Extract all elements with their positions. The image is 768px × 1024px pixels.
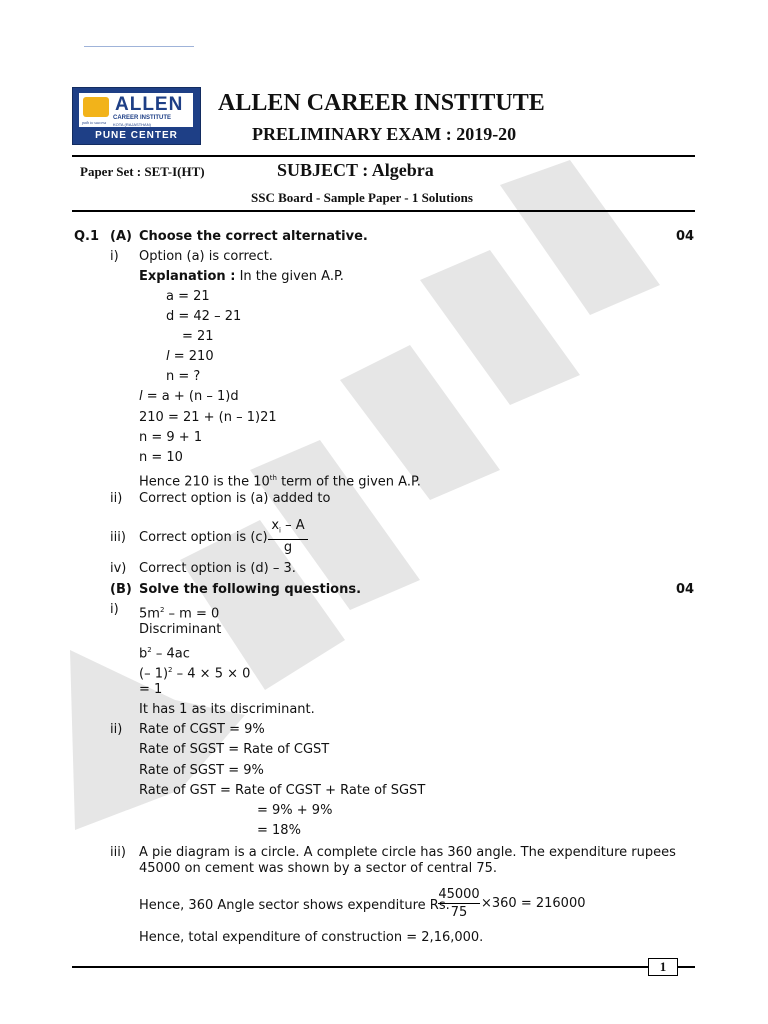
explanation-text: In the given A.P. bbox=[239, 269, 344, 284]
header-divider-bottom bbox=[72, 210, 695, 212]
calc-line: Discriminant bbox=[139, 622, 222, 637]
hence-line: Hence 210 is the 10th term of the given A.P. bbox=[139, 474, 421, 490]
calc-line-formula: l = a + (n – 1)d bbox=[139, 389, 239, 404]
subject-title: SUBJECT : Algebra bbox=[277, 160, 434, 180]
header-divider-top bbox=[72, 155, 695, 157]
calc-line: Rate of CGST = 9% bbox=[139, 722, 265, 737]
logo-tagline: path to success bbox=[82, 120, 107, 125]
equation-line: $5m^2 - m = 0$ bbox=[139, 606, 220, 622]
answer-text: Option (a) is correct. bbox=[139, 249, 273, 264]
fraction-denominator: g bbox=[283, 539, 293, 555]
calc-line: 210 = 21 + (n – 1)21 bbox=[139, 410, 277, 425]
explanation-line bbox=[139, 269, 344, 285]
calc-line: It has 1 as its discriminant. bbox=[139, 702, 315, 717]
institute-title: ALLEN CAREER INSTITUTE bbox=[218, 90, 545, 116]
item-label: i) bbox=[110, 602, 119, 617]
part-a-title: Choose the correct alternative. bbox=[139, 229, 368, 244]
question-number: Q.1 bbox=[74, 229, 100, 244]
calc-line: $b^2 - 4ac$ bbox=[139, 646, 190, 662]
calc-line: d = 42 – 21 bbox=[166, 309, 242, 324]
total-line: Hence, total expenditure of construction = 2,16,000. bbox=[139, 930, 484, 945]
page-number: 1 bbox=[648, 958, 678, 976]
fraction-xi-a-g bbox=[268, 518, 308, 556]
item-label: i) bbox=[110, 249, 119, 264]
item-label: iii) bbox=[110, 530, 126, 545]
answer-text: Correct option is (a) added to bbox=[139, 491, 331, 506]
answer-text: Correct option is (d) – 3. bbox=[139, 561, 296, 576]
fraction-denominator: 75 bbox=[450, 905, 468, 920]
exam-title: PRELIMINARY EXAM : 2019-20 bbox=[252, 124, 517, 144]
footer-divider bbox=[72, 966, 695, 968]
logo-location: KOTA (RAJASTHAN) bbox=[113, 122, 151, 127]
l-symbol: l bbox=[166, 349, 170, 364]
fraction-45000-75 bbox=[438, 887, 480, 922]
calc-line-l: l = 210 bbox=[166, 349, 214, 364]
result-text: ×360 = 216000 bbox=[481, 896, 586, 911]
paragraph-line: A pie diagram is a circle. A complete circle has 360 angle. The expenditure rupees bbox=[139, 845, 676, 860]
part-b-marks: 04 bbox=[676, 582, 695, 597]
item-label: iv) bbox=[110, 561, 127, 576]
explanation-label: Explanation : bbox=[139, 269, 236, 284]
answer-text: Correct option is (c) bbox=[139, 530, 268, 545]
part-a-label: (A) bbox=[110, 229, 132, 244]
calc-line: n = ? bbox=[166, 369, 201, 384]
item-label: ii) bbox=[110, 722, 123, 737]
paper-set: Paper Set : SET-I(HT) bbox=[80, 164, 205, 179]
logo-brand: ALLEN bbox=[115, 94, 184, 115]
calc-line: Rate of SGST = Rate of CGST bbox=[139, 742, 330, 757]
calc-line: = 1 bbox=[139, 682, 163, 697]
calc-line: n = 9 + 1 bbox=[139, 430, 203, 445]
calc-line: n = 10 bbox=[139, 450, 183, 465]
logo-emblem-icon bbox=[83, 97, 109, 117]
fraction-numerator: 45000 bbox=[438, 887, 480, 902]
part-b-label: (B) bbox=[110, 582, 132, 597]
calc-line: Rate of GST = Rate of CGST + Rate of SGST bbox=[139, 783, 426, 798]
item-label: ii) bbox=[110, 491, 123, 506]
hence-line: Hence, 360 Angle sector shows expenditure Rs. bbox=[139, 898, 450, 913]
calc-line: = 18% bbox=[257, 823, 301, 838]
paragraph-line: 45000 on cement was shown by a sector of central 75. bbox=[139, 861, 498, 876]
allen-logo bbox=[72, 87, 201, 145]
logo-subtitle: CAREER INSTITUTE bbox=[113, 115, 172, 121]
part-a-marks: 04 bbox=[676, 229, 695, 244]
calc-line: (– 1)$^2$ – 4 × 5 × 0 bbox=[139, 666, 251, 682]
logo-center: PUNE CENTER bbox=[95, 130, 178, 141]
calc-line: = 21 bbox=[182, 329, 214, 344]
calc-line: a = 21 bbox=[166, 289, 210, 304]
top-link-underline bbox=[84, 46, 194, 47]
item-label: iii) bbox=[110, 845, 126, 860]
calc-line: = 9% + 9% bbox=[257, 803, 333, 818]
part-b-title: Solve the following questions. bbox=[139, 582, 362, 597]
board-title: SSC Board - Sample Paper - 1 Solutions bbox=[251, 190, 473, 205]
fraction-numerator: $x_i$ – A bbox=[268, 518, 308, 540]
calc-line: Rate of SGST = 9% bbox=[139, 763, 264, 778]
